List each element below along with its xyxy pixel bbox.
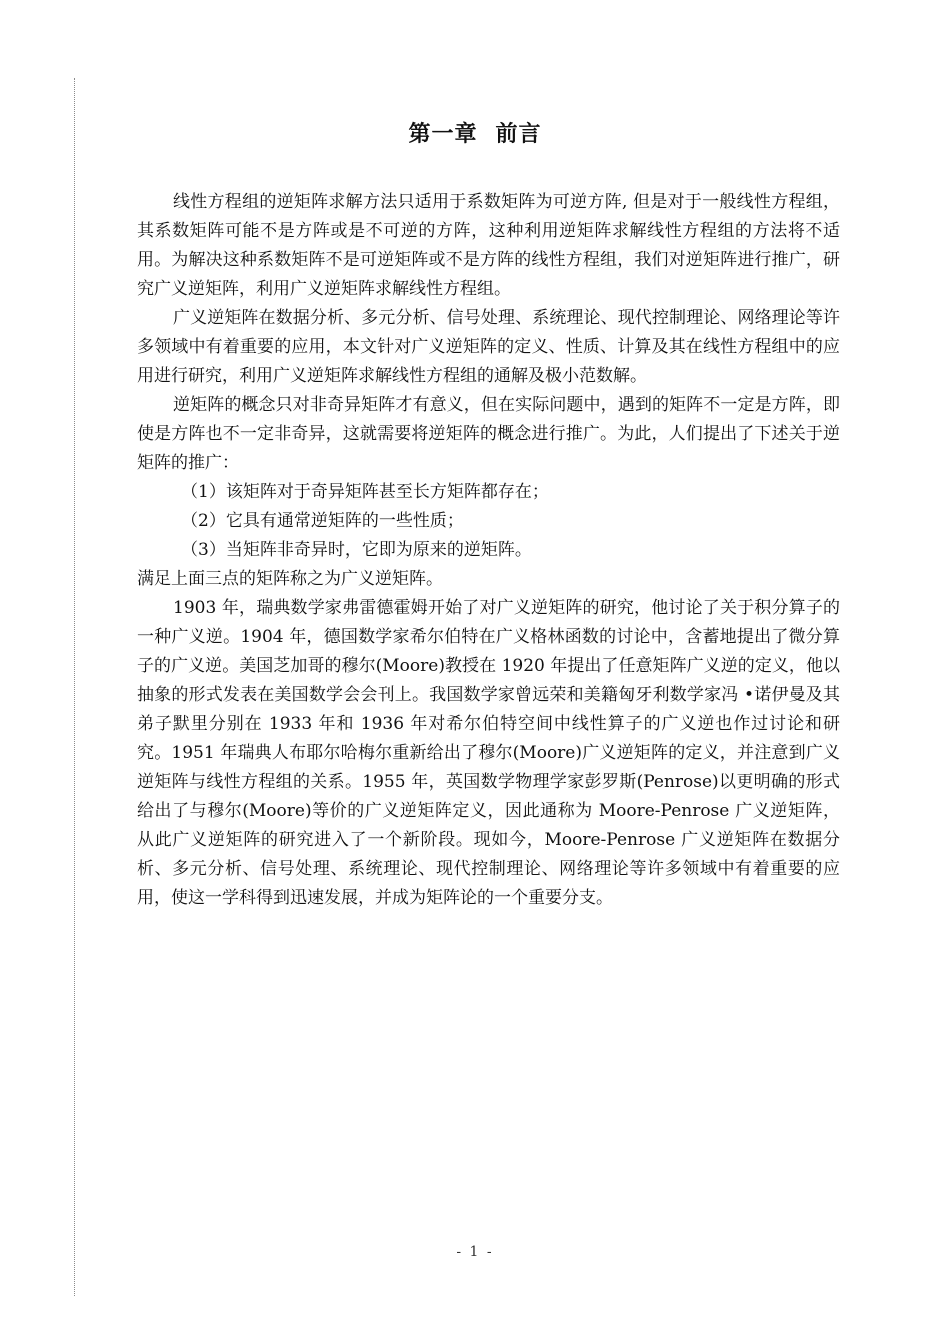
summary-line: 满足上面三点的矩阵称之为广义逆矩阵。: [137, 569, 443, 589]
paragraph-history: 1903 年，瑞典数学家弗雷德霍姆开始了对广义逆矩阵的研究，他讨论了关于积分算子的一种广义逆。1904 年，德国数学家希尔伯特在广义格林函数的讨论中，含蓄地提出了微分算子的广义逆。美国芝加哥的穆尔(Moore)教授在 1920 年提出了任意矩阵广义逆的定义，他以抽象的形式发表在美国数学会会刊上。我国数学家曾远荣和美籍匈牙利数学家冯 •诺伊曼及其弟子默里分别在 1933 年和 1936 年对希尔伯特空间中线性算子的广义逆也作过讨论和研究。1951 年瑞典人布耶尔哈梅尔重新给出了穆尔(Moore)广义逆矩阵的定义，并注意到广义逆矩阵与线性方程组的关系。1955 年，英国数学物理学家彭罗斯(Penrose)以更明确的形式给出了与穆尔(Moore)等价的广义逆矩阵定义，因此通称为 Moore-Penrose 广义逆矩阵，从此广义逆矩阵的研究进入了一个新阶段。现如今，Moore-Penrose 广义逆矩阵在数据分析、多元分析、信号处理、系统理论、现代控制理论、网络理论等许多领域中有着重要的应用，使这一学科得到迅速发展，并成为矩阵论的一个重要分支。: [137, 598, 840, 908]
paragraph-intro: 线性方程组的逆矩阵求解方法只适用于系数矩阵为可逆方阵, 但是对于一般线性方程组，其系数矩阵可能不是方阵或是不可逆的方阵，这种利用逆矩阵求解线性方程组的方法将不适用。为解决这种系数矩阵不是可逆矩阵或不是方阵的线性方程组，我们对逆矩阵进行推广，研究广义逆矩阵，利用广义逆矩阵求解线性方程组。: [137, 192, 840, 299]
paragraph-generalization: 逆矩阵的概念只对非奇异矩阵才有意义，但在实际问题中，遇到的矩阵不一定是方阵，即使是方阵也不一定非奇异，这就需要将逆矩阵的概念进行推广。为此，人们提出了下述关于逆矩阵的推广：: [137, 395, 840, 473]
list-item-1: （1）该矩阵对于奇异矩阵甚至长方矩阵都存在；: [181, 482, 549, 502]
chapter-number: 第一章: [408, 121, 478, 147]
chapter-body: [137, 188, 840, 913]
list-item-3: （3）当矩阵非奇异时，它即为原来的逆矩阵。: [181, 540, 532, 560]
binding-margin-line: [74, 78, 75, 1296]
chapter-title: [0, 117, 950, 148]
chapter-name: 前言: [495, 121, 542, 147]
paragraph-applications: 广义逆矩阵在数据分析、多元分析、信号处理、系统理论、现代控制理论、网络理论等许多领域中有着重要的应用，本文针对广义逆矩阵的定义、性质、计算及其在线性方程组中的应用进行研究，利用广义逆矩阵求解线性方程组的通解及极小范数解。: [137, 308, 840, 386]
list-item-2: （2）它具有通常逆矩阵的一些性质；: [181, 511, 464, 531]
page-number: - 1 -: [456, 1244, 494, 1260]
